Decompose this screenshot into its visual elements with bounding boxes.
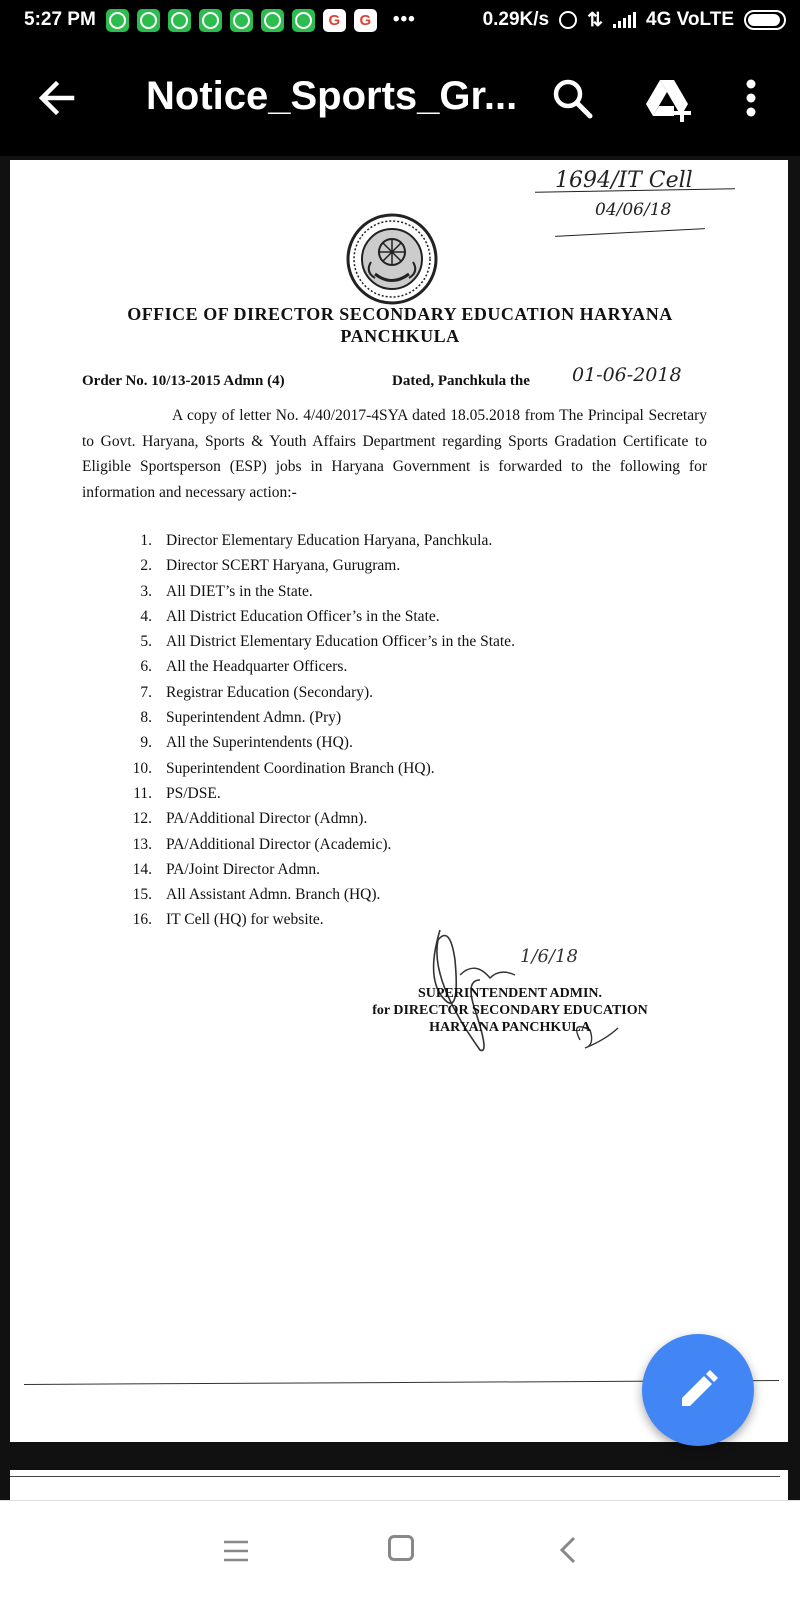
recipient-item	[122, 528, 682, 553]
office-title-line2: PANCHKULA	[340, 326, 460, 346]
handwritten-ref: 1694/IT Cell	[555, 168, 693, 193]
recipient-item	[122, 553, 682, 578]
recipient-number: 9.	[140, 734, 152, 752]
recipient-text: All Assistant Admn. Branch (HQ).	[166, 886, 381, 904]
whatsapp-notification-icon	[106, 9, 129, 32]
handwritten-ref-date: 04/06/18	[595, 200, 672, 220]
recipient-text: All District Education Officer’s in the State.	[166, 607, 440, 625]
data-transfer-icon: ⇅	[587, 9, 604, 31]
recipient-item	[122, 882, 682, 907]
whatsapp-notification-icon	[230, 9, 253, 32]
recipient-item	[122, 680, 682, 705]
recipient-text: PA/Additional Director (Academic).	[166, 835, 392, 853]
government-emblem-icon	[345, 212, 439, 306]
search-icon	[550, 76, 594, 120]
recipient-number: 1.	[140, 532, 152, 549]
pencil-icon	[676, 1368, 720, 1412]
recipient-text: PA/Additional Director (Admn).	[166, 810, 368, 828]
search-button[interactable]	[550, 76, 594, 120]
office-title	[70, 303, 730, 347]
recipient-item	[122, 832, 682, 857]
next-page-rule	[10, 1476, 780, 1477]
add-to-drive-icon	[644, 74, 694, 124]
edit-fab-button[interactable]	[642, 1334, 754, 1446]
whatsapp-notification-icon	[168, 9, 191, 32]
next-page-preview[interactable]	[10, 1470, 788, 1500]
chevron-left-icon	[556, 1535, 582, 1565]
recipient-number: 7.	[140, 683, 152, 701]
notification-icons	[106, 9, 416, 32]
status-time: 5:27 PM	[24, 9, 96, 30]
document-page[interactable]	[10, 160, 788, 1442]
signatory-line1: SUPERINTENDENT ADMIN.	[417, 986, 603, 1001]
signature-date: 1/6/18	[520, 946, 578, 967]
handwritten-date: 01-06-2018	[572, 364, 682, 386]
more-notifications-indicator: •••	[392, 9, 416, 30]
recipient-number: 2.	[140, 557, 152, 575]
recipient-item	[122, 604, 682, 629]
back-button[interactable]	[34, 76, 78, 120]
network-speed: 0.29K/s	[482, 9, 550, 30]
arrow-back-icon	[34, 76, 78, 120]
recipient-text: PA/Joint Director Admn.	[166, 860, 321, 878]
status-bar	[0, 0, 800, 40]
recipient-number: 11.	[133, 784, 152, 802]
underline	[555, 228, 705, 237]
recipient-text: All DIET’s in the State.	[166, 582, 313, 600]
whatsapp-notification-icon	[137, 9, 160, 32]
whatsapp-notification-icon	[199, 9, 222, 32]
recipient-text: All the Superintendents (HQ).	[166, 734, 353, 752]
order-number: Order No. 10/13-2015 Admn (4)	[82, 373, 285, 389]
menu-icon	[222, 1537, 250, 1565]
system-nav-bar	[0, 1500, 800, 1600]
recipient-item	[122, 806, 682, 831]
recipient-number: 16.	[132, 911, 152, 929]
signature-block	[310, 985, 710, 1036]
recipient-number: 8.	[140, 709, 152, 727]
app-toolbar	[0, 40, 800, 156]
recipient-number: 5.	[140, 633, 152, 651]
recipient-item	[122, 654, 682, 679]
recipient-text: All District Elementary Education Officer’s in the State.	[166, 633, 515, 651]
signal-strength-icon	[613, 12, 636, 28]
letter-body-text: A copy of letter No. 4/40/2017-4SYA dated 18.05.2018 from The Principal Secretary to Govt. Haryana, Sports & Youth Affairs Department regarding Sports Gradation Certificate to Eligible Sportsperson (ESP) jobs in Haryana Government is forwarded to the following for information and necessary action:-	[82, 407, 707, 501]
recipient-number: 15.	[132, 886, 152, 904]
more-vert-icon	[736, 76, 766, 120]
add-to-drive-button[interactable]	[644, 74, 694, 124]
recipient-item	[122, 756, 682, 781]
battery-icon	[744, 10, 786, 30]
recipient-item	[122, 579, 682, 604]
letter-body	[82, 403, 707, 505]
recipient-number: 6.	[140, 658, 152, 676]
recipient-item	[122, 781, 682, 806]
recipient-text: Superintendent Admn. (Pry)	[166, 709, 342, 727]
google-notification-icon: G	[323, 9, 346, 32]
recipient-text: IT Cell (HQ) for website.	[166, 911, 324, 929]
recent-apps-button[interactable]	[222, 1537, 250, 1565]
handwritten-diary-note	[535, 162, 745, 242]
recipient-text: Registrar Education (Secondary).	[166, 683, 374, 701]
recipient-number: 14.	[132, 860, 152, 878]
office-title-line1: OFFICE OF DIRECTOR SECONDARY EDUCATION HARYANA	[127, 304, 673, 324]
distribution-list	[122, 528, 682, 933]
dated-label: Dated, Panchkula the	[392, 373, 530, 389]
overflow-menu-button[interactable]	[736, 76, 766, 120]
recipient-text: Superintendent Coordination Branch (HQ).	[166, 759, 435, 777]
alarm-icon	[559, 11, 577, 29]
system-back-button[interactable]	[556, 1535, 582, 1565]
recipient-number: 12.	[132, 810, 152, 828]
recipient-item	[122, 705, 682, 730]
recipient-number: 10.	[132, 759, 152, 777]
recipient-number: 3.	[140, 582, 152, 600]
recipient-item	[122, 629, 682, 654]
home-button[interactable]	[388, 1535, 414, 1561]
recipient-text: PS/DSE.	[166, 784, 221, 802]
network-type: 4G VoLTE	[646, 9, 734, 30]
whatsapp-notification-icon	[261, 9, 284, 32]
recipient-text: All the Headquarter Officers.	[166, 658, 348, 676]
signatory-line3: HARYANA PANCHKULA	[429, 1020, 591, 1035]
whatsapp-notification-icon	[292, 9, 315, 32]
recipient-item	[122, 857, 682, 882]
recipient-text: Director SCERT Haryana, Gurugram.	[166, 557, 401, 575]
signatory-line2: for DIRECTOR SECONDARY EDUCATION	[372, 1003, 648, 1018]
document-title: Notice_Sports_Gr...	[146, 74, 518, 118]
google-notification-icon: G	[354, 9, 377, 32]
recipient-text: Director Elementary Education Haryana, Panchkula.	[166, 532, 493, 549]
recipient-number: 4.	[140, 607, 152, 625]
recipient-number: 13.	[132, 835, 152, 853]
status-right	[483, 9, 786, 32]
recipient-item	[122, 730, 682, 755]
